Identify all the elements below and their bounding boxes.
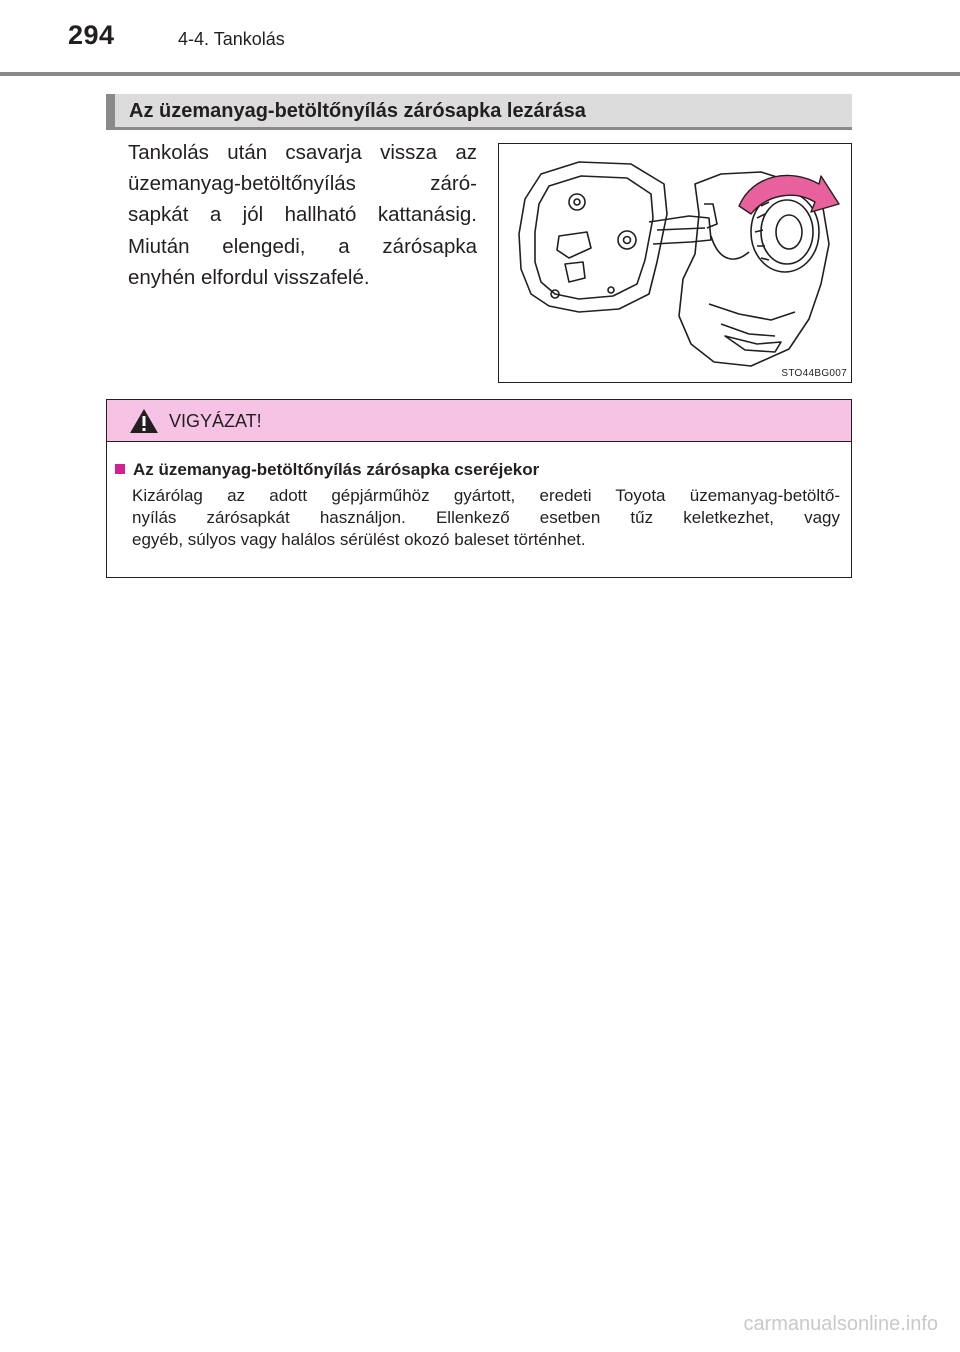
warning-line: nyílás zárósapkát használjon. Ellenkező esetben tűz keletkezhet, vagy [132,508,840,527]
fuel-door-boss [624,237,631,244]
warning-subheading [115,460,539,480]
body-line: enyhén elfordul visszafelé. [128,265,370,289]
fuel-door-latch [557,232,591,258]
warning-line: Kizárólag az adott gépjárműhöz gyártott, eredeti Toyota üzemanyag-betöltő- [132,486,840,505]
body-line: üzemanyag-betöltőnyílás záró- [128,172,477,196]
fuel-door-latch [565,262,585,282]
figure-code: STO44BG007 [781,368,847,379]
body-text [128,137,477,293]
body-line: sapkát a jól hallható kattanásig. [128,203,477,227]
chapter-title: 4-4. Tankolás [178,29,285,49]
tether-cable [711,236,749,259]
fuel-door-boss [574,199,580,205]
filler-housing-inner [725,336,781,352]
filler-housing-inner [721,324,775,336]
fuel-cap-illustration [498,143,852,383]
watermark: carmanualsonline.info [743,1313,938,1335]
body-line: Tankolás után csavarja vissza az [128,141,477,164]
filler-housing-inner [709,304,795,320]
fuel-cap-center [776,215,802,249]
tether-cable [704,204,717,228]
warning-triangle-icon [129,408,159,434]
warning-text [132,485,840,551]
fuel-door-boss [569,194,585,210]
fuel-door-boss [618,231,636,249]
rotation-arrow [739,175,839,214]
body-line: Miután elengedi, a zárósapka [128,234,477,258]
section-heading [106,94,852,130]
warning-subheading-text: Az üzemanyag-betöltőnyílás zárósapka cseréjekor [133,460,540,479]
fuel-door-screw [608,287,614,293]
square-bullet-icon [115,464,125,474]
warning-box [106,399,852,578]
section-heading-text: Az üzemanyag-betöltőnyílás zárósapka lezárása [129,100,586,122]
warning-line: egyéb, súlyos vagy halálos sérülést okozó baleset történhet. [132,530,586,549]
warning-title: VIGYÁZAT! [169,411,262,431]
header-rule [0,72,960,76]
fuel-cap-drawing [499,144,850,381]
fuel-cap-rim [761,200,813,264]
warning-header [107,400,851,442]
page-number: 294 [68,20,115,50]
fuel-door-outline [519,162,667,312]
